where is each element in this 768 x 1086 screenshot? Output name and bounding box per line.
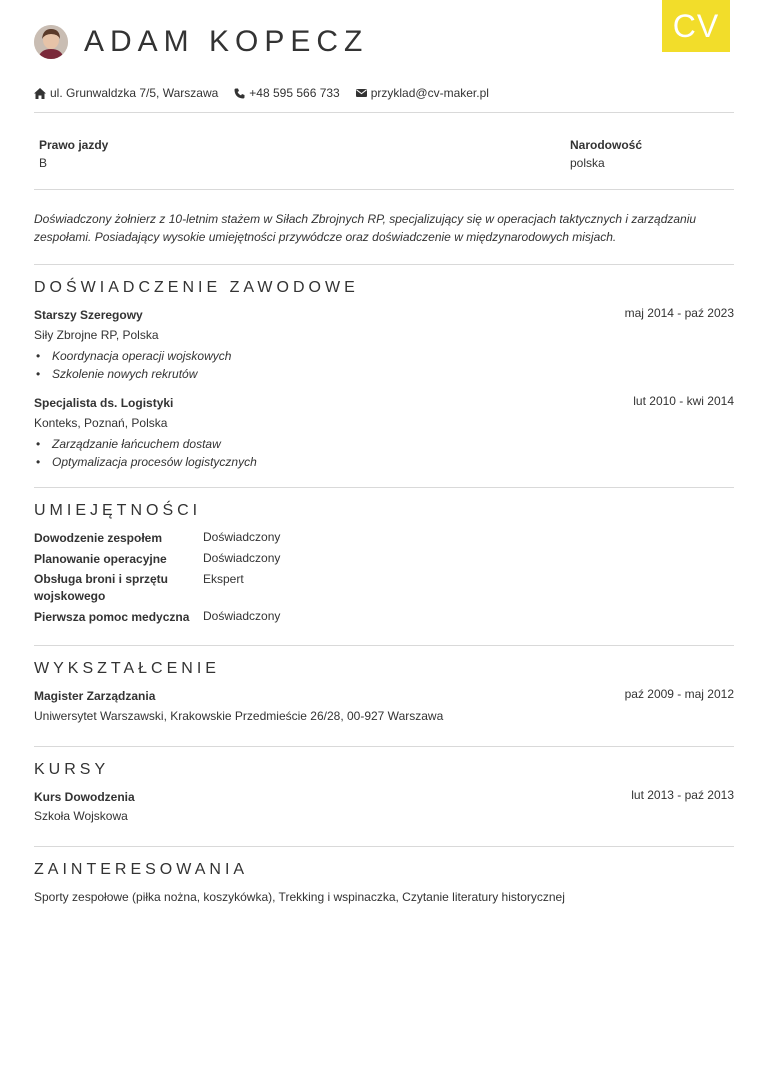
driving-license-label: Prawo jazdy bbox=[39, 138, 109, 152]
divider bbox=[34, 487, 734, 488]
job-title: Starszy Szeregowy bbox=[34, 308, 143, 322]
divider bbox=[34, 189, 734, 190]
job-date: lut 2010 - kwi 2014 bbox=[633, 394, 734, 408]
interests-heading: ZAINTERESOWANIA bbox=[34, 861, 249, 878]
skill-name: Obsługa broni i sprzętu wojskowego bbox=[34, 572, 169, 603]
list-item: • Zarządzanie łańcuchem dostaw bbox=[34, 435, 257, 453]
divider bbox=[34, 264, 734, 265]
job-organization: Siły Zbrojne RP, Polska bbox=[34, 328, 159, 342]
mail-icon bbox=[356, 89, 367, 97]
person-name: ADAM KOPECZ bbox=[84, 25, 369, 58]
contact-phone bbox=[234, 86, 339, 100]
skill-level: Doświadczony bbox=[203, 530, 281, 544]
school-name: Uniwersytet Warszawski, Krakowskie Przedmieście 26/28, 00-927 Warszawa bbox=[34, 709, 444, 723]
divider bbox=[34, 846, 734, 847]
contact-email bbox=[356, 86, 489, 100]
divider bbox=[34, 112, 734, 113]
header bbox=[34, 25, 368, 59]
education-heading: WYKSZTAŁCENIE bbox=[34, 660, 220, 677]
cv-badge: CV bbox=[662, 0, 730, 52]
skill-name: Pierwsza pomoc medyczna bbox=[34, 610, 190, 624]
skill-name: Planowanie operacyjne bbox=[34, 552, 167, 566]
list-item: • Optymalizacja procesów logistycznych bbox=[34, 453, 257, 471]
job-duties bbox=[34, 435, 257, 471]
job-title: Specjalista ds. Logistyki bbox=[34, 396, 174, 410]
contact-address bbox=[34, 86, 218, 100]
address-text: ul. Grunwaldzka 7/5, Warszawa bbox=[50, 86, 219, 100]
divider bbox=[34, 645, 734, 646]
nationality-value: polska bbox=[570, 156, 605, 170]
experience-heading: DOŚWIADCZENIE ZAWODOWE bbox=[34, 279, 359, 296]
education-date: paź 2009 - maj 2012 bbox=[624, 687, 734, 701]
courses-heading: KURSY bbox=[34, 761, 110, 778]
list-item: • Koordynacja operacji wojskowych bbox=[34, 347, 231, 365]
course-date: lut 2013 - paź 2013 bbox=[631, 788, 734, 802]
course-title: Kurs Dowodzenia bbox=[34, 790, 135, 804]
contact-row bbox=[34, 86, 505, 100]
avatar bbox=[34, 25, 68, 59]
degree-title: Magister Zarządzania bbox=[34, 689, 156, 703]
skill-level: Ekspert bbox=[203, 572, 244, 586]
nationality-label: Narodowość bbox=[570, 138, 643, 152]
skill-level: Doświadczony bbox=[203, 609, 281, 623]
job-date: maj 2014 - paź 2023 bbox=[624, 306, 734, 320]
divider bbox=[34, 746, 734, 747]
email-text: przyklad@cv-maker.pl bbox=[370, 86, 489, 100]
home-icon bbox=[34, 88, 46, 99]
driving-license-value: B bbox=[39, 156, 48, 170]
skill-name: Dowodzenie zespołem bbox=[34, 531, 163, 545]
phone-icon bbox=[234, 88, 245, 99]
job-organization: Konteks, Poznań, Polska bbox=[34, 416, 168, 430]
phone-text: +48 595 566 733 bbox=[249, 86, 340, 100]
list-item: • Szkolenie nowych rekrutów bbox=[34, 365, 231, 383]
skills-heading: UMIEJĘTNOŚCI bbox=[34, 502, 202, 519]
job-duties bbox=[34, 347, 231, 383]
skill-level: Doświadczony bbox=[203, 551, 281, 565]
course-school: Szkoła Wojskowa bbox=[34, 809, 128, 823]
interests-text: Sporty zespołowe (piłka nożna, koszykówka), Trekking i wspinaczka, Czytanie literatury historycznej bbox=[34, 890, 565, 904]
profile-summary: Doświadczony żołnierz z 10-letnim stażem w Siłach Zbrojnych RP, specjalizujący się w operacjach taktycznych i zarządzaniu zespołami. Posiadający wysokie umiejętności przywódcze oraz doświadczenie w międzynarodowych misjach. bbox=[34, 212, 697, 244]
